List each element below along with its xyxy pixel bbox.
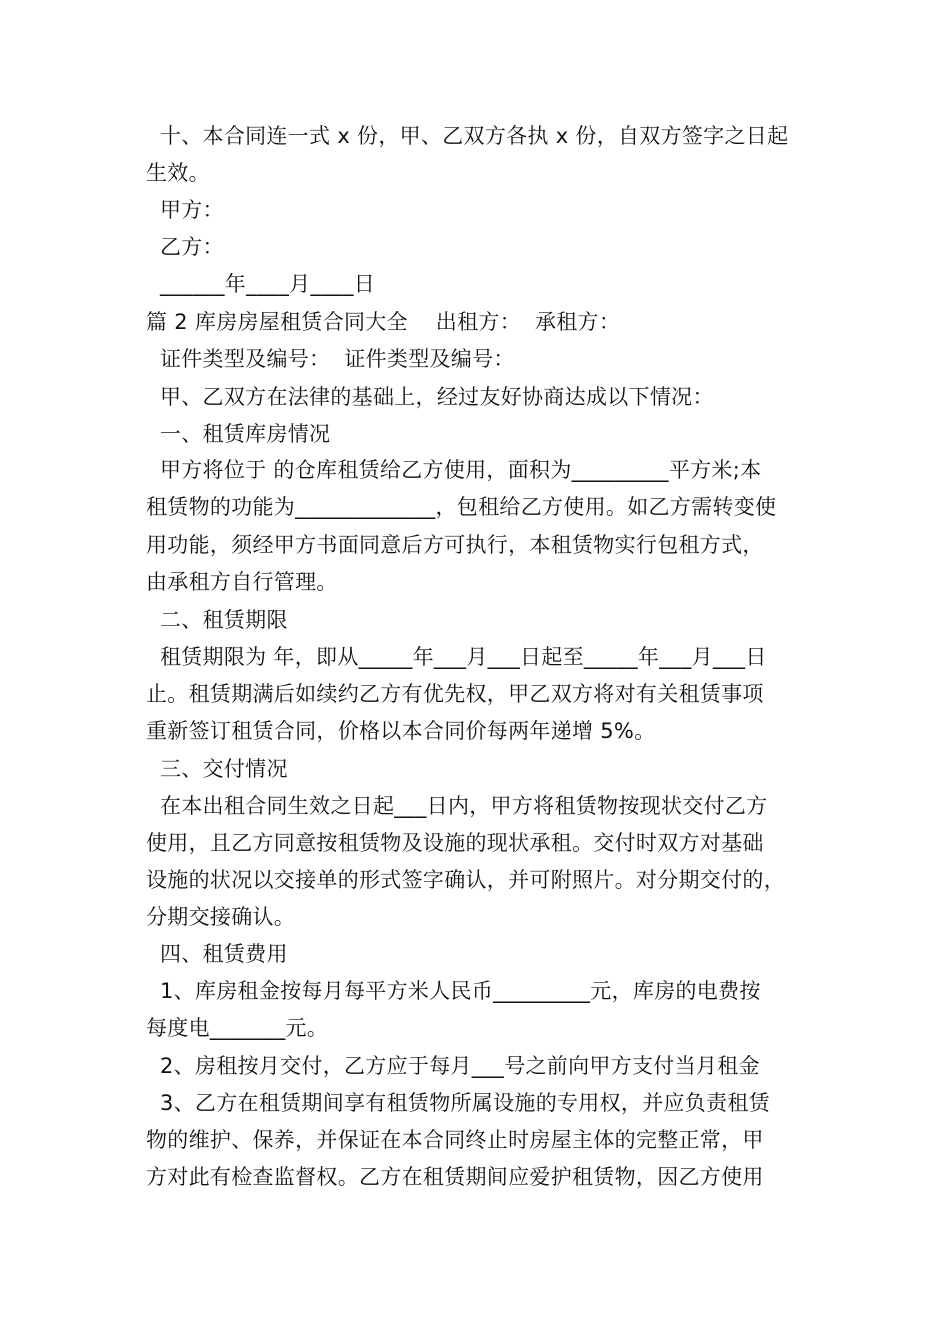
text-line: 甲方将位于 的仓库租赁给乙方使用，面积为_________平方米;本 (146, 458, 762, 482)
text-line: 重新签订租赁合同，价格以本合同价每两年递增 5%。 (146, 719, 656, 743)
section-heading: 二、租赁期限 (146, 608, 288, 632)
text-line: 甲、乙双方在法律的基础上，经过友好协商达成以下情况： (146, 385, 714, 409)
text-line: ______年____月____日 (146, 272, 376, 296)
text-line: 物的维护、保养，并保证在本合同终止时房屋主体的完整正常，甲 (146, 1128, 764, 1152)
text-line: 设施的状况以交接单的形式签字确认，并可附照片。对分期交付的， (146, 868, 785, 892)
text-line: 乙方： (146, 235, 224, 259)
text-line: 用功能，须经甲方书面同意后方可执行，本租赁物实行包租方式， (146, 533, 764, 557)
text-line: 1、库房租金按每月每平方米人民币_________元，库房的电费按 (146, 979, 761, 1003)
text-line: 由承租方自行管理。 (146, 570, 338, 594)
text-line: 使用，且乙方同意按租赁物及设施的现状承租。交付时双方对基础 (146, 831, 764, 855)
text-line: 方对此有检查监督权。乙方在租赁期间应爱护租赁物，因乙方使用 (146, 1165, 764, 1189)
text-line: 在本出租合同生效之日起___日内，甲方将租赁物按现状交付乙方 (146, 794, 768, 818)
section-heading: 四、租赁费用 (146, 942, 288, 966)
text-line: 租赁期限为 年，即从_____年___月___日起至_____年___月___日 (146, 645, 767, 669)
text-line: 止。租赁期满后如续约乙方有优先权，甲乙双方将对有关租赁事项 (146, 682, 764, 706)
text-line: 分期交接确认。 (146, 905, 296, 929)
text-line: 生效。 (146, 161, 210, 185)
text-line: 甲方： (146, 198, 224, 222)
text-line: 十、本合同连一式 x 份，甲、乙双方各执 x 份，自双方签字之日起 (146, 124, 789, 148)
text-line: 3、乙方在租赁期间享有租赁物所属设施的专用权，并应负责租赁 (146, 1091, 771, 1115)
section-heading: 一、租赁库房情况 (146, 422, 331, 446)
text-line: 租赁物的功能为_____________，包租给乙方使用。如乙方需转变使 (146, 495, 777, 519)
text-line: 2、房租按月交付，乙方应于每月___号之前向甲方支付当月租金 (146, 1054, 760, 1078)
text-line: 篇 2 库房房屋租赁合同大全 出租方： 承租方： (146, 310, 621, 334)
text-line: 每度电_______元。 (146, 1016, 329, 1040)
text-line: 证件类型及编号： 证件类型及编号： (146, 347, 515, 371)
section-heading: 三、交付情况 (146, 757, 288, 781)
